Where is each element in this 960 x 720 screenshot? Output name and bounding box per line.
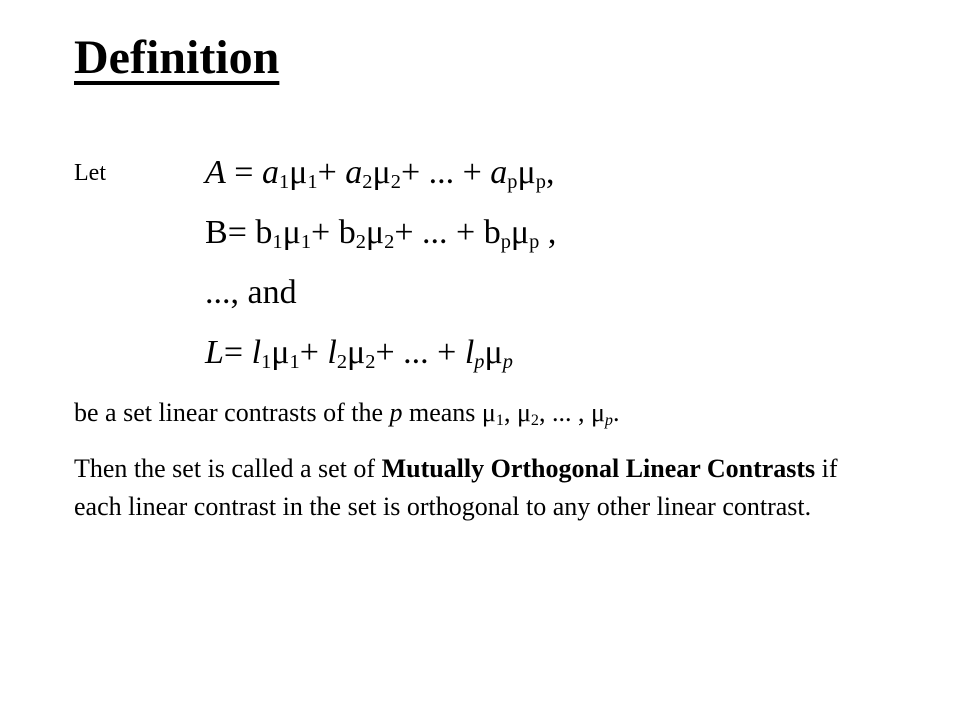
slide-title: Definition (74, 31, 280, 84)
defined-term: Mutually Orthogonal Linear Contrasts (381, 454, 816, 483)
equation-l: $L= l_1\mu_1+ l_2\mu_2+$ ... + $l_p\mu_p$ (205, 334, 513, 374)
equation-and-line: ..., and (205, 274, 297, 311)
means-paragraph: be a set linear contrasts of the p means $\mu_1$, $\mu_2$, ... , $\mu_p$. (74, 398, 620, 430)
equation-a: $A = a_1\mu_1+ a_2\mu_2+$ ... + $a_p\mu_p$, (205, 154, 555, 194)
let-label: Let (74, 160, 106, 186)
definition-paragraph: Then the set is called a set of Mutually Orthogonal Linear Contrasts if each linear contrast in the set is orthogonal to any other linear contrast. (74, 454, 838, 521)
equation-b: $B= b_1\mu_1+ b_2\mu_2+$ ... + $b_p\mu_p$ , (205, 214, 557, 254)
